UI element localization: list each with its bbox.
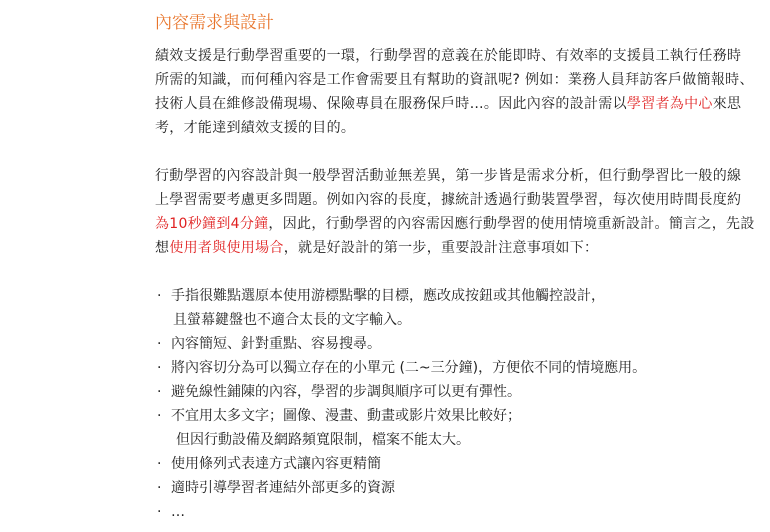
list-item — [157, 284, 757, 308]
list-item-text: 不宜用太多文字；圖像、漫畫、動畫或影片效果比較好； — [171, 408, 521, 424]
paragraph-text: ，因此，行動學習的內容需因應行動學習的使用情境重新設計。簡言之，先設想 — [155, 216, 755, 256]
highlight-learner-centered: 學習者為中心 — [626, 96, 713, 112]
list-item-text: 避免線性鋪陳的內容，學習的步調與順序可以更有彈性。 — [171, 384, 521, 400]
list-item — [157, 476, 757, 500]
bullet-dot: · — [157, 336, 162, 352]
bullet-dot: · — [157, 288, 162, 304]
paragraph-text: ，就是好設計的第一步，重要設計注意事項如下： — [283, 240, 599, 256]
paragraph-content-design — [155, 164, 755, 260]
list-item-text: 適時引導學習者連結外部更多的資源 — [171, 480, 395, 496]
list-item-continuation — [157, 308, 757, 332]
list-item — [157, 452, 757, 476]
bullet-dot: · — [157, 456, 162, 472]
bullet-dot: · — [157, 408, 162, 424]
paragraph-text: 績效支援是行動學習重要的一環，行動學習的意義在於能即時、有效率的支援員工執行任務時所需的知識，而何種內容是工作會需要且有幫助的資訊呢? 例如：業務人員拜訪客戶做簡報時、技術人員在維修設備現場、保險專員在服務保戶時…。因此內容的設計需以 — [155, 48, 754, 112]
list-item — [157, 332, 757, 356]
list-item-text: 使用條列式表達方式讓內容更精簡 — [171, 456, 381, 472]
list-item — [157, 380, 757, 404]
section-title: 內容需求與設計 — [155, 13, 274, 33]
list-item-text: 將內容切分為可以獨立存在的小單元 (二~三分鐘)，方便依不同的情境應用。 — [171, 360, 647, 376]
bullet-dot: · — [157, 384, 162, 400]
highlight-user-context: 使用者與使用場合 — [169, 240, 284, 256]
list-item — [157, 356, 757, 380]
list-item-text: 且螢幕鍵盤也不適合太長的文字輸入。 — [173, 312, 411, 328]
paragraph-text: 來思考，才能達到績效支援的目的。 — [155, 96, 742, 136]
list-item-text: … — [171, 504, 185, 520]
paragraph-performance-support — [155, 44, 755, 140]
list-item — [157, 404, 757, 428]
list-item-continuation — [157, 428, 757, 452]
list-item-text: 內容簡短、針對重點、容易搜尋。 — [171, 336, 381, 352]
bullet-dot: · — [157, 504, 162, 520]
list-item-text: 手指很難點選原本使用游標點擊的目標，應改成按鈕或其他觸控設計， — [171, 288, 605, 304]
list-item — [157, 500, 757, 524]
bullet-dot: · — [157, 360, 162, 376]
highlight-duration: 為10秒鐘到4分鐘 — [155, 216, 269, 232]
paragraph-text: 行動學習的內容設計與一般學習活動並無差異，第一步皆是需求分析，但行動學習比一般的線上學習需要考慮更多問題。例如內容的長度，據統計透過行動裝置學習，每次使用時間長度約 — [155, 168, 742, 208]
design-tips-list — [157, 284, 757, 524]
bullet-dot: · — [157, 480, 162, 496]
list-item-text: 但因行動設備及網路頻寬限制，檔案不能太大。 — [176, 432, 470, 448]
